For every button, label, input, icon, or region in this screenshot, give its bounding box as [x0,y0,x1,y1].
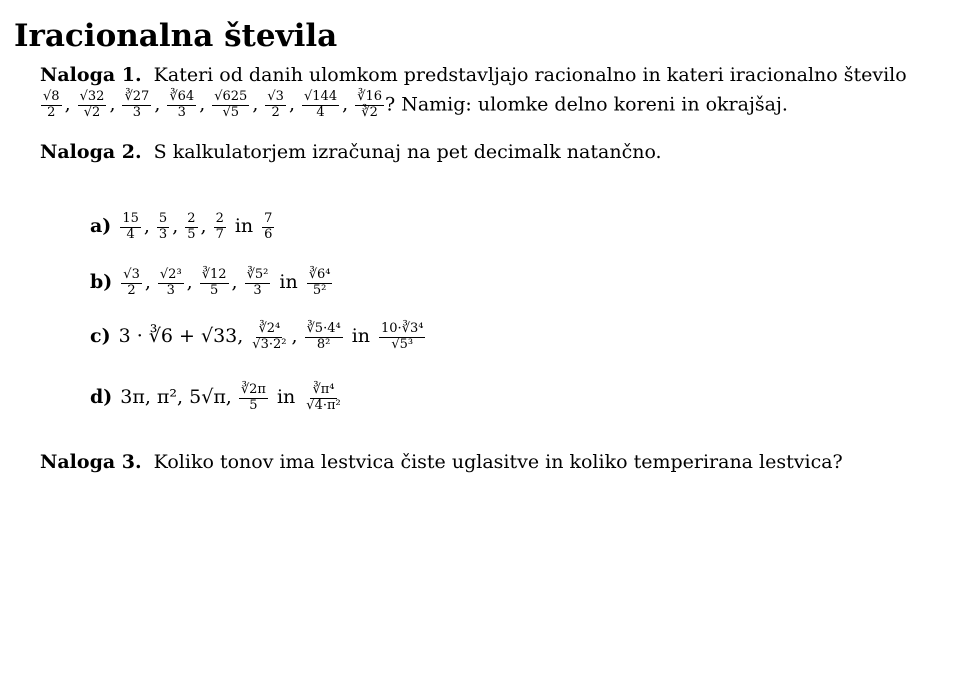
fraction [185,212,197,243]
denominator: 3 [166,282,175,298]
numerator: √2³ [159,267,182,282]
comma: , [291,325,298,348]
comma: , [288,93,295,116]
denominator: 3 [158,226,168,242]
naloga-2-line [40,141,662,163]
denominator: ∛2 [361,104,378,120]
fraction [122,90,151,121]
fraction [262,212,274,243]
fraction [250,322,288,353]
denominator: √2 [83,104,101,120]
fraction [239,383,268,414]
naloga-3-line [40,451,843,473]
fraction [214,212,226,243]
naloga-2-text: S kalkulatorjem izračunaj na pet decimalk natančno. [153,141,662,163]
comma: , [172,215,179,238]
naloga-2-label: Naloga 2. [40,141,142,163]
numerator: 2 [215,211,224,226]
numerator: √32 [79,89,105,104]
item-lead-expression: 3 · ∛6 + √33, [118,325,244,348]
numerator: √3 [267,89,284,104]
denominator: 5 [187,226,196,242]
comma: , [64,93,71,116]
exercise-item [90,268,333,299]
numerator: ∛2π [240,382,266,397]
comma: , [109,93,116,116]
in-word: in [276,386,296,409]
item-lead-expression: 3π, π², 5√π, [120,386,232,409]
numerator: 15 [122,211,139,226]
numerator: √8 [43,89,60,104]
fraction [302,90,339,121]
comma: , [231,271,238,294]
naloga-3-text: Koliko tonov ima lestvica čiste uglasitve in koliko temperirana lestvica? [153,451,843,473]
comma: , [200,215,207,238]
numerator: √625 [214,89,248,104]
numerator: 2 [187,211,196,226]
numerator: ∛2⁴ [258,321,281,336]
numerator: ∛6⁴ [308,267,331,282]
fraction [212,90,249,121]
denominator: 5 [249,397,258,413]
numerator: 7 [264,211,273,226]
denominator: 3 [132,104,142,120]
denominator: 5 [209,282,219,298]
fraction [167,90,196,121]
numerator: √3 [123,267,140,282]
comma: , [154,93,161,116]
numerator: 5 [158,211,168,226]
denominator: 3 [177,104,186,120]
fraction [121,268,142,299]
fraction [305,322,343,353]
numerator: 10·∛3⁴ [381,321,424,336]
numerator: ∛12 [201,267,227,282]
comma: , [144,271,151,294]
naloga-1-fractions [40,90,788,121]
numerator: ∛27 [124,89,150,104]
denominator: 8² [316,336,331,352]
exercise-item [90,322,426,353]
exercise-item [90,383,344,414]
fraction [245,268,271,299]
denominator: 2 [271,104,280,120]
numerator: √144 [304,89,338,104]
fraction [355,90,384,121]
denominator: 7 [215,226,224,242]
comma: , [186,271,193,294]
naloga-1-text: Kateri od danih ulomkom predstavljajo racionalno in kateri iracionalno število [153,64,907,86]
item-label: d) [90,386,113,409]
denominator: 4 [316,104,325,120]
in-word: in [351,325,371,348]
denominator: 4 [126,226,135,242]
item-label: b) [90,271,113,294]
fraction [78,90,107,121]
item-label: c) [90,325,111,348]
denominator: 2 [47,104,56,120]
fraction [265,90,286,121]
denominator: 3 [253,282,262,298]
fraction [157,212,169,243]
naloga-3-label: Naloga 3. [40,451,142,473]
numerator: ∛5² [246,267,269,282]
fraction [120,212,141,243]
comma: , [342,93,349,116]
fraction [41,90,62,121]
denominator: √5 [222,104,240,120]
denominator: 2 [127,282,136,298]
fraction [200,268,229,299]
comma: , [199,93,206,116]
denominator: √5³ [391,336,414,352]
denominator: √4·π² [306,397,341,413]
in-word: in [279,271,298,294]
exercise-item [90,212,275,243]
fraction [379,322,425,353]
numerator: ∛16 [357,89,382,104]
comma: , [143,215,150,238]
denominator: √3·2² [252,336,287,352]
numerator: ∛5·4⁴ [306,321,341,336]
comma: , [252,93,259,116]
naloga-1-label: Naloga 1. [40,64,142,86]
in-word: in [234,215,254,238]
naloga-1-hint: ? Namig: ulomke delno koreni in okrajšaj. [384,93,788,116]
fraction [307,268,333,299]
numerator: ∛64 [169,89,195,104]
numerator: ∛π⁴ [312,382,335,397]
denominator: 5² [312,282,327,298]
naloga-1-line [40,64,907,86]
fraction [158,268,184,299]
item-label: a) [90,215,112,238]
page-title: Iracionalna števila [14,18,338,54]
fraction [304,383,342,414]
denominator: 6 [264,226,273,242]
